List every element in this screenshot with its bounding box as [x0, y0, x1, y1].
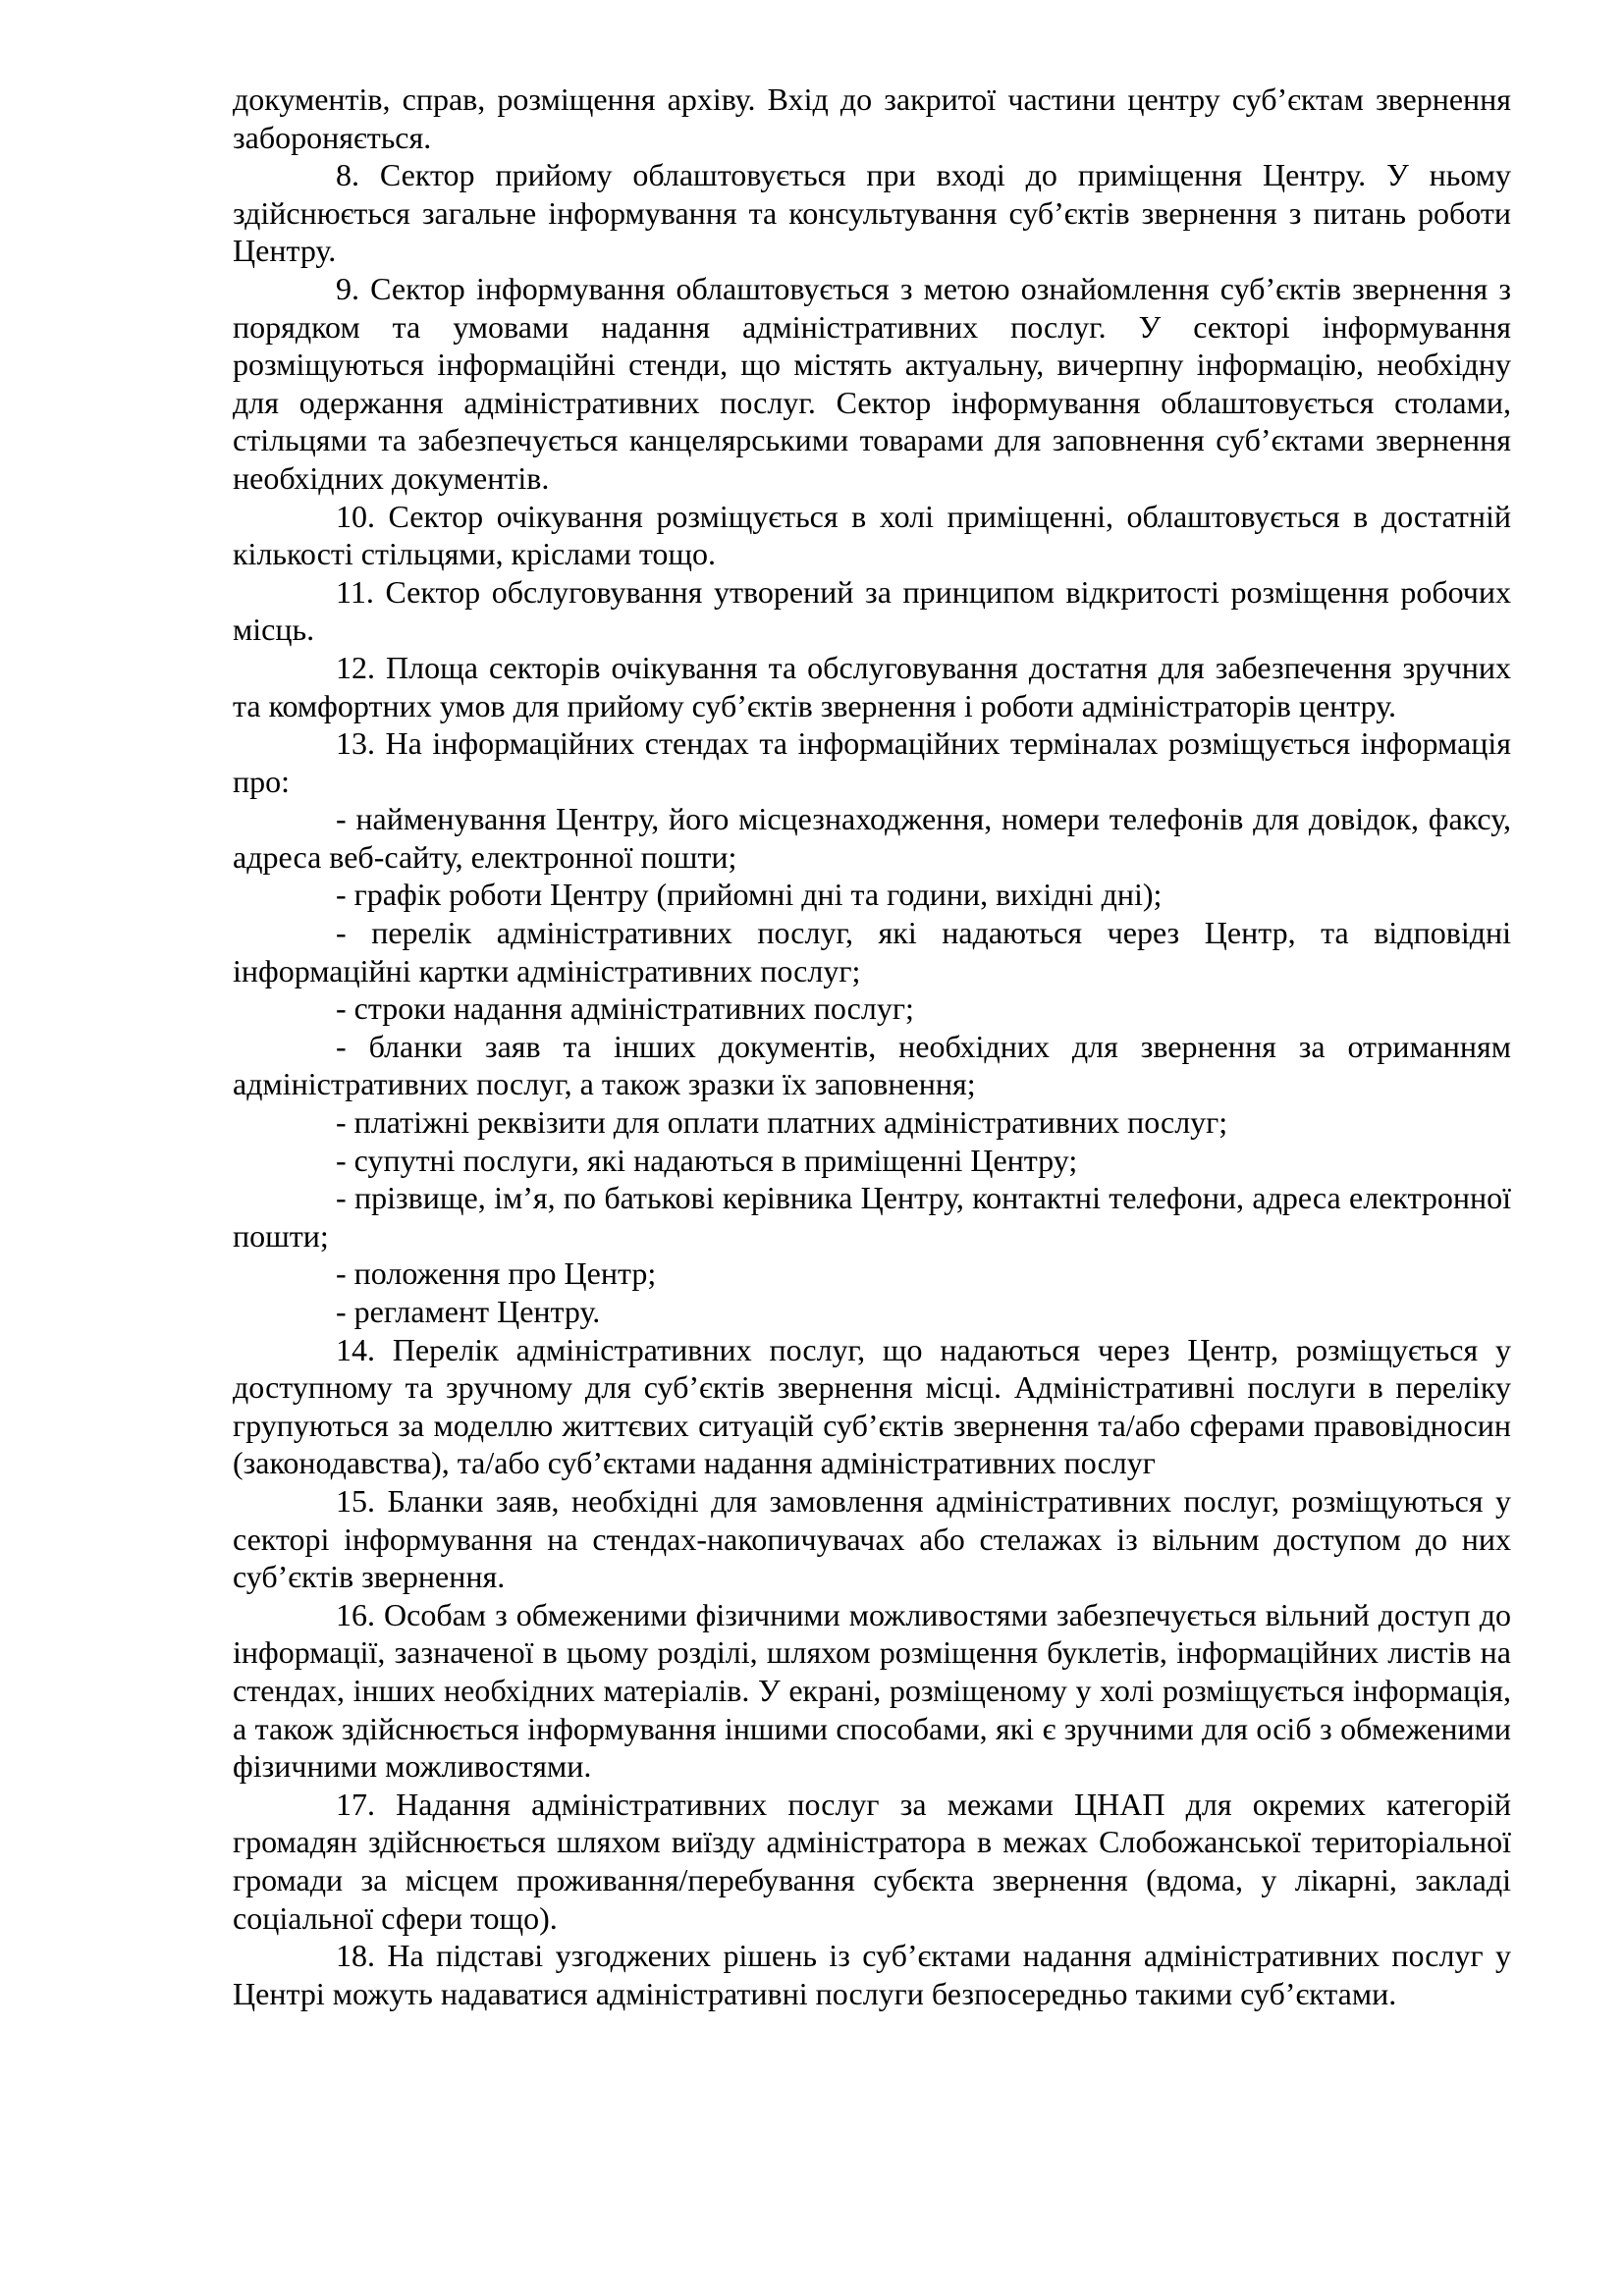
paragraph-18: 18. На підставі узгоджених рішень із суб’єктами надання адміністративних послуг у Центрі можуть надаватися адміністративні послуги безпосередньо такими суб’єктами. [233, 1938, 1511, 2011]
paragraph-16: 16. Особам з обмеженими фізичними можливостями забезпечується вільний доступ до інформації, зазначеної в цьому розділі, шляхом розміщення буклетів, інформаційних листів на стендах, інших необхідних матеріалів. У екрані, розміщеному у холі розміщується інформація, а також здійснюється інформування іншими способами, які є зручними для осіб з обмеженими фізичними можливостями. [233, 1596, 1511, 1785]
list-item-schedule: - графік роботи Центру (прийомні дні та години, вихідні дні); [336, 877, 1163, 913]
list-item-rules: - регламент Центру. [336, 1294, 601, 1329]
list-item-terms: - строки надання адміністративних послуг; [336, 990, 914, 1027]
paragraph-12: 12. Площа секторів очікування та обслуговування достатня для забезпечення зручних та комфортних умов для прийому суб’єктів звернення і роботи адміністраторів центру. [233, 649, 1511, 723]
paragraph-15: 15. Бланки заяв, необхідні для замовлення адміністративних послуг, розміщуються у секторі інформування на стендах-накопичувачах або стелажах із вільним доступом до них суб’єктів звернення. [233, 1482, 1511, 1595]
paragraph-13: 13. На інформаційних стендах та інформаційних терміналах розміщується інформація про: [233, 725, 1511, 799]
paragraph-10: 10. Сектор очікування розміщується в холі приміщенні, облаштовується в достатній кількості стільцями, кріслами тощо. [233, 498, 1511, 572]
list-item-head-contacts: - прізвище, ім’я, по батькові керівника Центру, контактні телефони, адреса електронної пошти; [233, 1180, 1511, 1254]
list-item-payment-details: - платіжні реквізити для оплати платних адміністративних послуг; [336, 1104, 1228, 1141]
list-item-forms: - бланки заяв та інших документів, необхідних для звернення за отриманням адміністративних послуг, а також зразки їх заповнення; [233, 1028, 1511, 1102]
paragraph-9: 9. Сектор інформування облаштовується з метою ознайомлення суб’єктів звернення з порядком та умовами надання адміністративних послуг. У секторі інформування розміщуються інформаційні стенди, що містять актуальну, вичерпну інформацію, необхідну для одержання адміністративних послуг. Сектор інформування облаштовується столами, стільцями та забезпечується канцелярськими товарами для заповнення суб’єктами звернення необхідних документів. [233, 270, 1511, 496]
list-item-services-list: - перелік адміністративних послуг, які надаються через Центр, та відповідні інформаційні картки адміністративних послуг; [233, 915, 1511, 988]
paragraph-17: 17. Надання адміністративних послуг за межами ЦНАП для окремих категорій громадян здійснюється шляхом виїзду адміністратора в межах Слобожанської територіальної громади за місцем проживання/перебування субєкта звернення (вдома, у лікарні, закладі соціальної сфери тощо). [233, 1786, 1511, 1936]
list-item-center-name: - найменування Центру, його місцезнаходження, номери телефонів для довідок, факсу, адреса веб-сайту, електронної пошти; [233, 801, 1511, 875]
document-page [233, 80, 1511, 2012]
paragraph-11: 11. Сектор обслуговування утворений за принципом відкритості розміщення робочих місць. [233, 573, 1511, 648]
paragraph-8: 8. Сектор прийому облаштовується при вході до приміщення Центру. У ньому здійснюється загальне інформування та консультування суб’єктів звернення з питань роботи Центру. [233, 157, 1511, 269]
list-item-regulation-provision: - положення про Центр; [336, 1255, 657, 1292]
paragraph-14: 14. Перелік адміністративних послуг, що надаються через Центр, розміщується у доступному та зручному для суб’єктів звернення місці. Адміністративні послуги в переліку групуються за моделлю життєвих ситуацій суб’єктів звернення та/або сферами правовідносин (законодавства), та/або суб’єктами надання адміністративних послуг [233, 1331, 1511, 1481]
paragraph-continuation: документів, справ, розміщення архіву. Вхід до закритої частини центру суб’єктам звернення забороняється. [233, 81, 1511, 155]
list-item-related-services: - супутні послуги, які надаються в приміщенні Центру; [336, 1142, 1078, 1178]
